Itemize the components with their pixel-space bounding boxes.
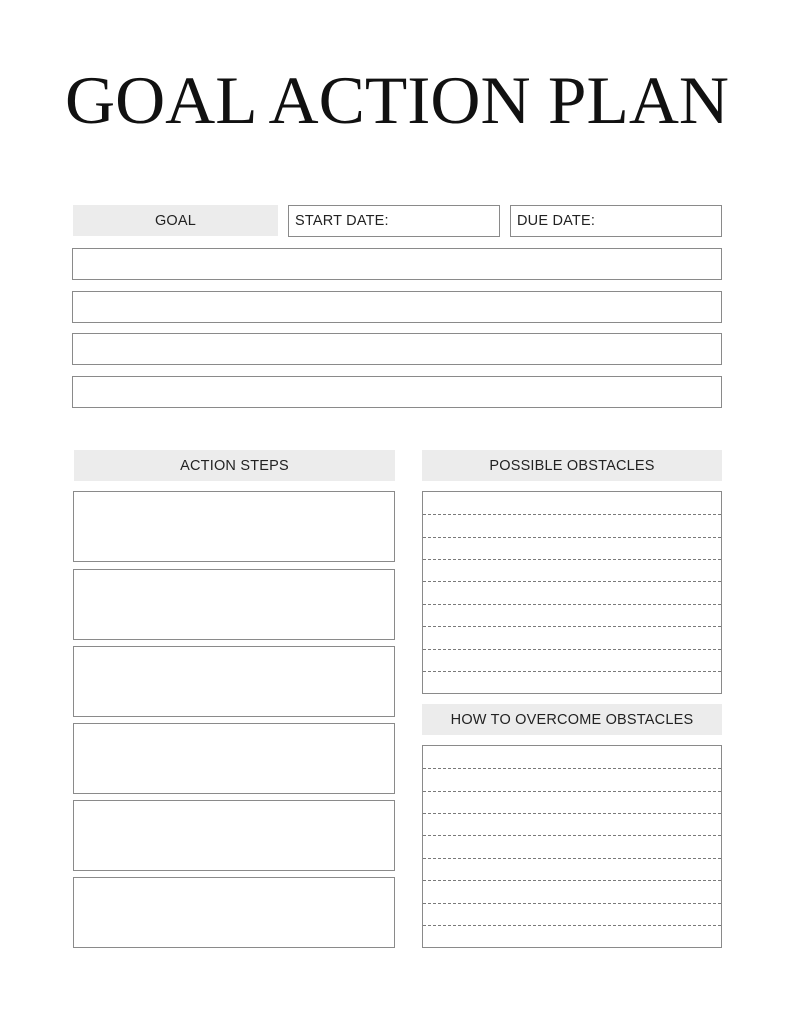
action-step-box-6[interactable] — [73, 877, 395, 948]
dashed-line — [423, 559, 721, 560]
possible-obstacles-lined-area[interactable] — [422, 491, 722, 694]
goal-line-1[interactable] — [72, 248, 722, 280]
possible-obstacles-header: POSSIBLE OBSTACLES — [422, 450, 722, 481]
goal-line-2[interactable] — [72, 291, 722, 323]
overcome-obstacles-header: HOW TO OVERCOME OBSTACLES — [422, 704, 722, 735]
dashed-line — [423, 813, 721, 814]
dashed-line — [423, 514, 721, 515]
action-step-box-5[interactable] — [73, 800, 395, 871]
dashed-line — [423, 671, 721, 672]
dashed-line — [423, 880, 721, 881]
dashed-line — [423, 791, 721, 792]
overcome-obstacles-lined-area[interactable] — [422, 745, 722, 948]
action-step-box-2[interactable] — [73, 569, 395, 640]
dashed-line — [423, 604, 721, 605]
action-step-box-1[interactable] — [73, 491, 395, 562]
dashed-line — [423, 649, 721, 650]
due-date-field[interactable]: DUE DATE: — [510, 205, 722, 237]
dashed-line — [423, 903, 721, 904]
action-step-box-4[interactable] — [73, 723, 395, 794]
action-step-box-3[interactable] — [73, 646, 395, 717]
dashed-line — [423, 537, 721, 538]
dashed-line — [423, 858, 721, 859]
goal-label: GOAL — [73, 205, 278, 236]
goal-line-4[interactable] — [72, 376, 722, 408]
page-title: GOAL ACTION PLAN — [64, 62, 730, 138]
dashed-line — [423, 925, 721, 926]
dashed-line — [423, 768, 721, 769]
goal-line-3[interactable] — [72, 333, 722, 365]
dashed-line — [423, 626, 721, 627]
dashed-line — [423, 581, 721, 582]
dashed-line — [423, 835, 721, 836]
action-steps-header: ACTION STEPS — [74, 450, 395, 481]
start-date-field[interactable]: START DATE: — [288, 205, 500, 237]
